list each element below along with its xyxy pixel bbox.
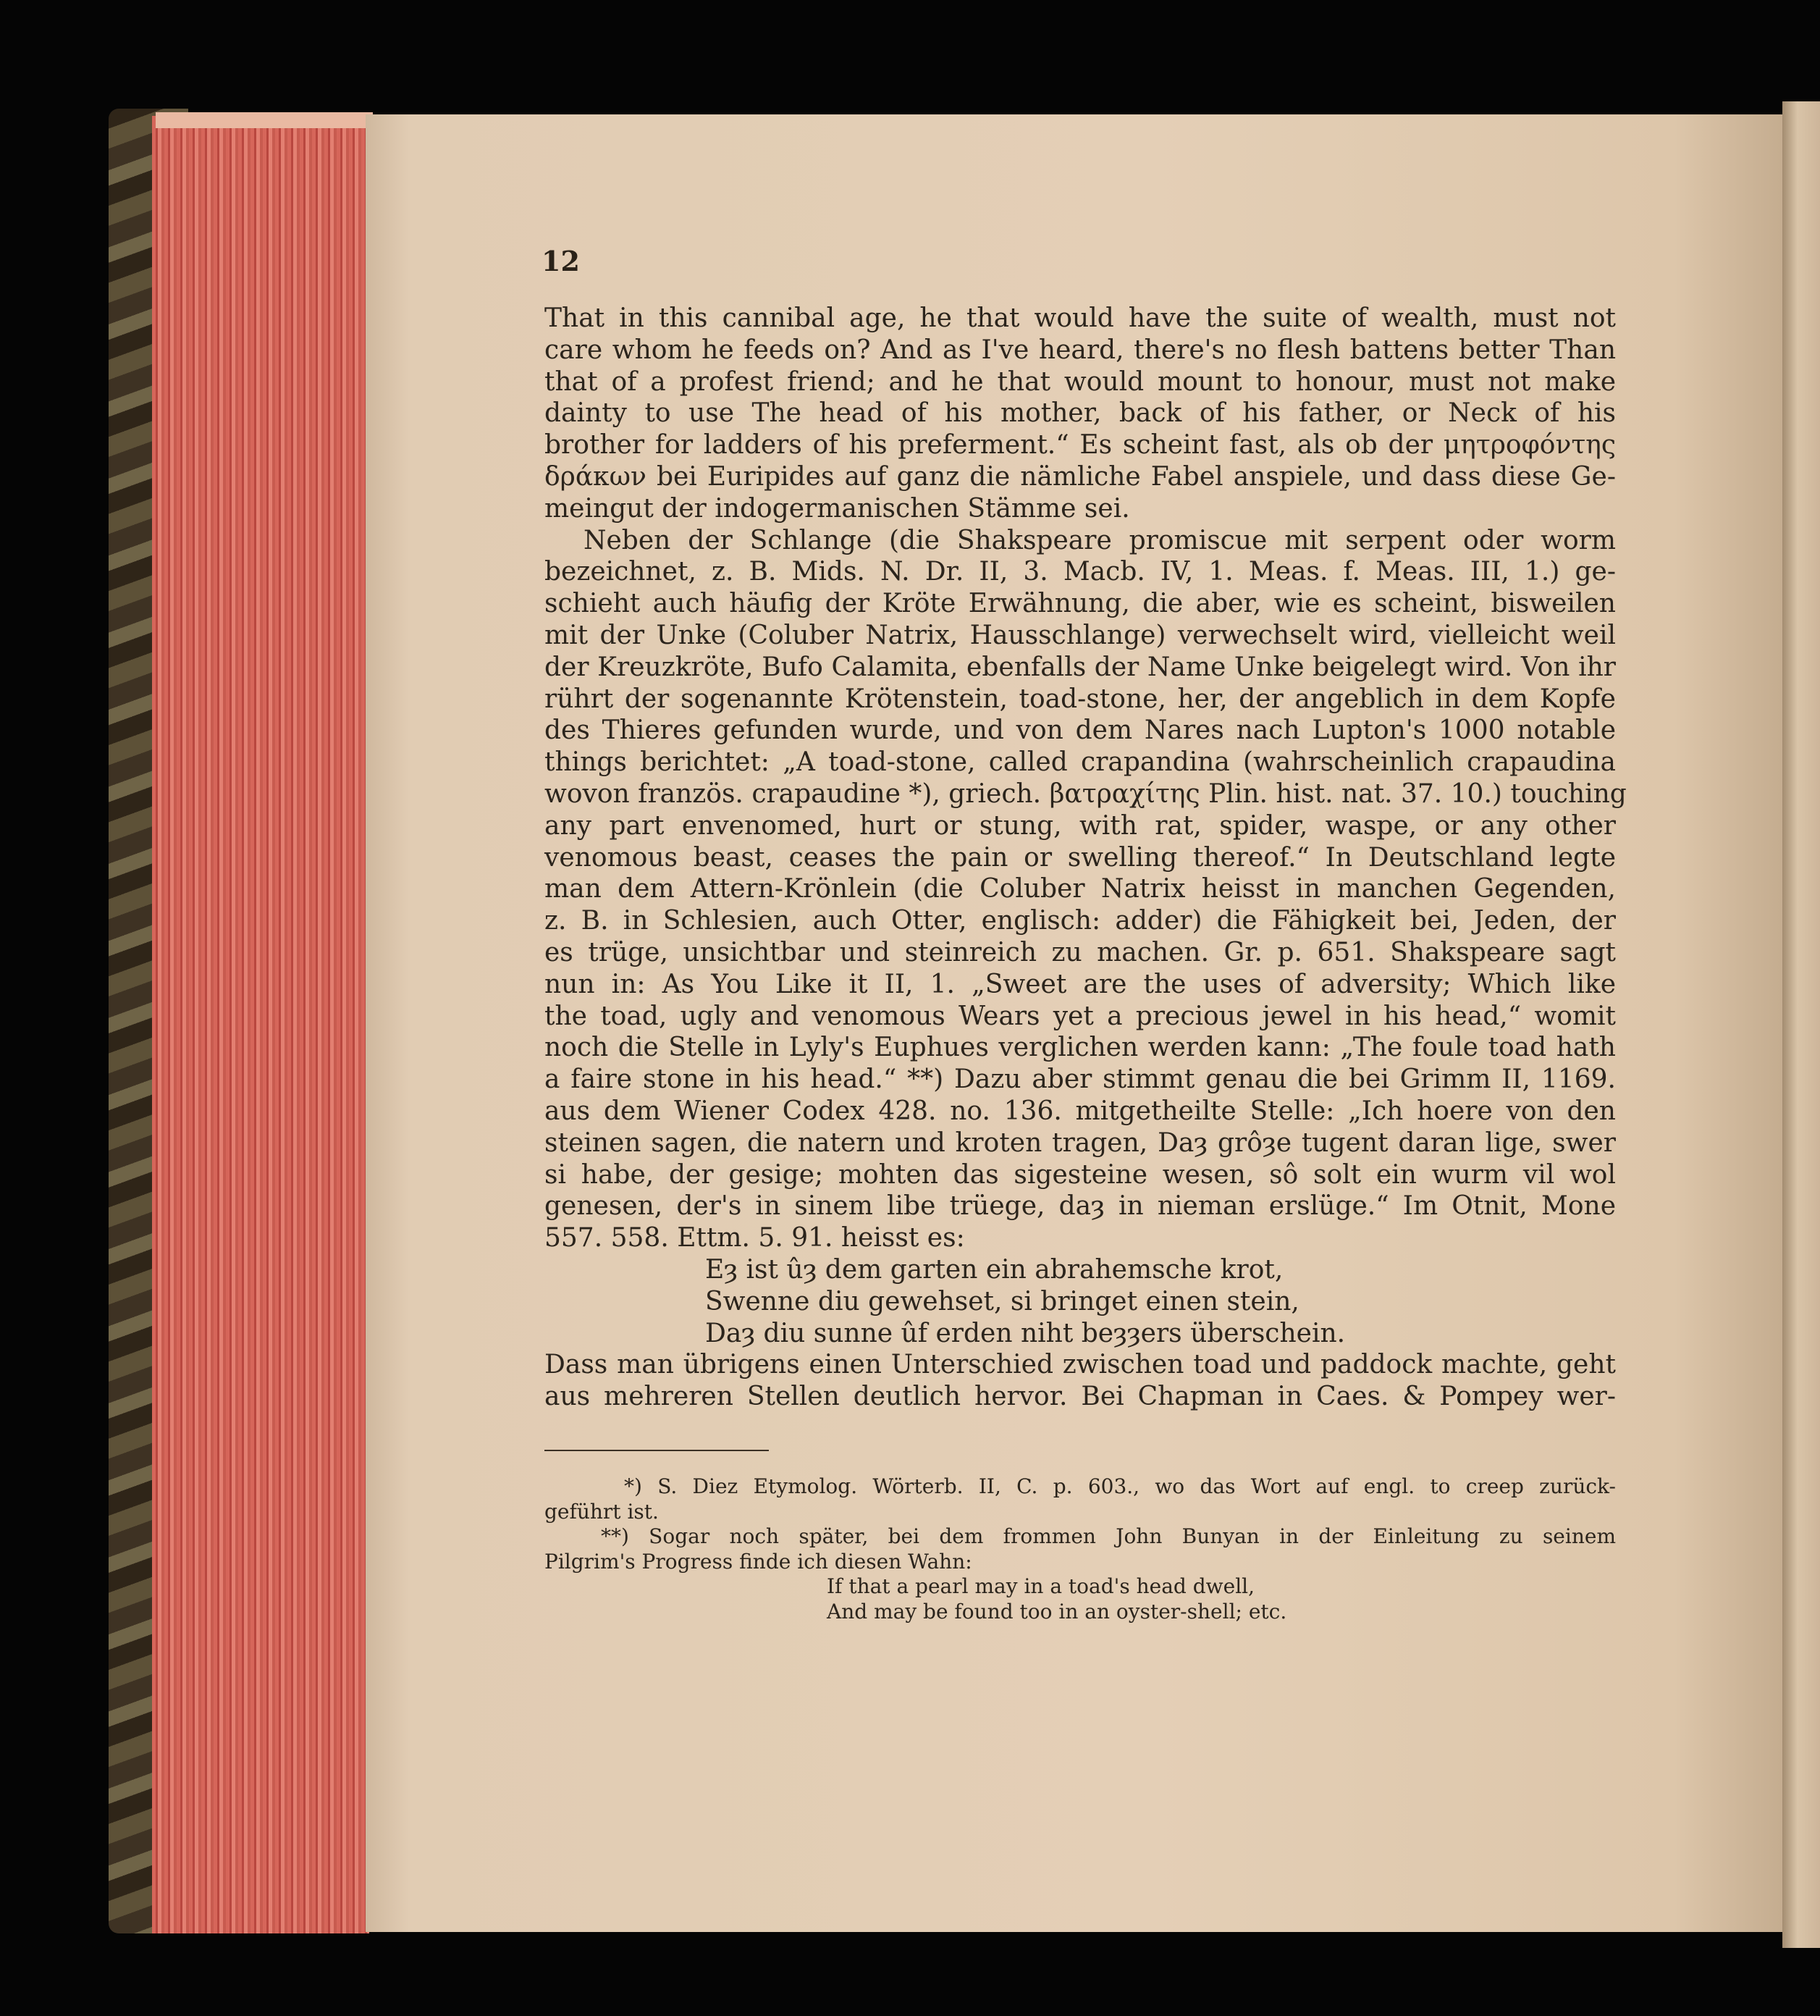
text-line: wovon französ. crapaudine *), griech. βατραχίτης Plin. hist. nat. 37. 10.) touching [544, 778, 1627, 809]
footnote-rule [544, 1450, 769, 1451]
text-line: care whom he feeds on? And as I've heard, there's no flesh battens better Than [544, 335, 1616, 365]
text-line: nun in: As You Like it II, 1. „Sweet are the uses of adversity; Which like [544, 969, 1616, 999]
text-line: si habe, der gesige; mohten das sigesteine wesen, sô solt ein wurm vil wol [544, 1159, 1616, 1190]
footnote-line: Pilgrim's Progress finde ich diesen Wahn: [544, 1549, 972, 1574]
text-line: steinen sagen, die natern und kroten tragen, Daȝ grôȝe tugent daran lige, swer [544, 1127, 1616, 1158]
verse-line: Eȝ ist ûȝ dem garten ein abrahemsche krot, [705, 1254, 1284, 1285]
footnotes [544, 1474, 1616, 1624]
text-line: things berichtet: „A toad-stone, called crapandina (wahrscheinlich crapaudina [544, 747, 1616, 778]
text-line: a faire stone in his head.“ **) Dazu aber stimmt genau die bei Grimm II, 1169. [544, 1064, 1616, 1095]
text-line: aus dem Wiener Codex 428. no. 136. mitgetheilte Stelle: „Ich hoere von den [544, 1096, 1616, 1126]
text-line: dainty to use The head of his mother, back of his father, or Neck of his [544, 398, 1616, 429]
text-line: bezeichnet, z. B. Mids. N. Dr. II, 3. Macb. IV, 1. Meas. f. Meas. III, 1.) ge- [544, 557, 1616, 587]
footnote-verse: And may be found too in an oyster-shell; etc. [827, 1599, 1287, 1624]
text-line: meingut der indogermanischen Stämme sei. [544, 493, 1130, 524]
red-page-edges [152, 116, 369, 1933]
text-line: the toad, ugly and venomous Wears yet a precious jewel in his head,“ womit [544, 1001, 1616, 1031]
page-number: 12 [542, 245, 580, 277]
text-line: Dass man übrigens einen Unterschied zwischen toad und paddock machte, geht [544, 1350, 1616, 1380]
text-line: des Thieres gefunden wurde, und von dem Nares nach Lupton's 1000 notable [544, 715, 1616, 746]
text-line: mit der Unke (Coluber Natrix, Hausschlange) verwechselt wird, vielleicht weil [544, 620, 1616, 650]
text-line: rührt der sogenannte Krötenstein, toad-stone, her, der angeblich in dem Kopfe [544, 684, 1616, 714]
text-line: venomous beast, ceases the pain or swelling thereof.“ In Deutschland legte [544, 842, 1616, 873]
text-line: aus mehreren Stellen deutlich hervor. Bei Chapman in Caes. & Pompey wer- [544, 1382, 1616, 1412]
page-block-top [156, 112, 373, 128]
text-line: es trüge, unsichtbar und steinreich zu machen. Gr. p. 651. Shakspeare sagt [544, 937, 1616, 967]
text-line: genesen, der's in sinem libe trüege, daȝ in nieman erslüge.“ Im Otnit, Mone [544, 1191, 1616, 1222]
text-line: that of a profest friend; and he that would mount to honour, must not make [544, 366, 1616, 397]
text-line: any part envenomed, hurt or stung, with rat, spider, waspe, or any other [544, 810, 1616, 841]
text-line: man dem Attern-Krönlein (die Coluber Natrix heisst in manchen Gegenden, [544, 874, 1616, 904]
footnote-line: geführt ist. [544, 1499, 659, 1524]
text-line: der Kreuzkröte, Bufo Calamita, ebenfalls der Name Unke beigelegt wird. Von ihr [544, 652, 1616, 682]
verse-line: Swenne diu gewehset, si bringet einen stein, [705, 1286, 1299, 1316]
text-line: Neben der Schlange (die Shakspeare promiscue mit serpent oder worm [584, 525, 1616, 555]
main-text [544, 303, 1627, 1413]
text-line: schieht auch häufig der Kröte Erwähnung, die aber, wie es scheint, bisweilen [544, 589, 1616, 619]
text-line: 557. 558. Ettm. 5. 91. heisst es: [544, 1223, 965, 1253]
text-line: z. B. in Schlesien, auch Otter, englisch: adder) die Fähigkeit bei, Jeden, der [544, 906, 1616, 936]
text-line: That in this cannibal age, he that would have the suite of wealth, must not [544, 303, 1616, 333]
verse-line: Daȝ diu sunne ûf erden niht beȝȝers überschein. [705, 1318, 1346, 1348]
footnote-line: *) S. Diez Etymolog. Wörterb. II, C. p. 603., wo das Wort auf engl. to creep zurück- [624, 1474, 1616, 1498]
text-line: brother for ladders of his preferment.“ Es scheint fast, als ob der μητροφόντης [544, 430, 1616, 461]
facing-page-edge [1782, 101, 1820, 1948]
footnote-line: **) Sogar noch später, bei dem frommen John Bunyan in der Einleitung zu seinem [601, 1524, 1616, 1548]
footnote-verse: If that a pearl may in a toad's head dwell, [827, 1574, 1255, 1598]
text-line: δράκων bei Euripides auf ganz die nämliche Fabel anspiele, und dass diese Ge- [544, 461, 1616, 492]
text-line: noch die Stelle in Lyly's Euphues verglichen werden kann: „The foule toad hath [544, 1033, 1616, 1063]
